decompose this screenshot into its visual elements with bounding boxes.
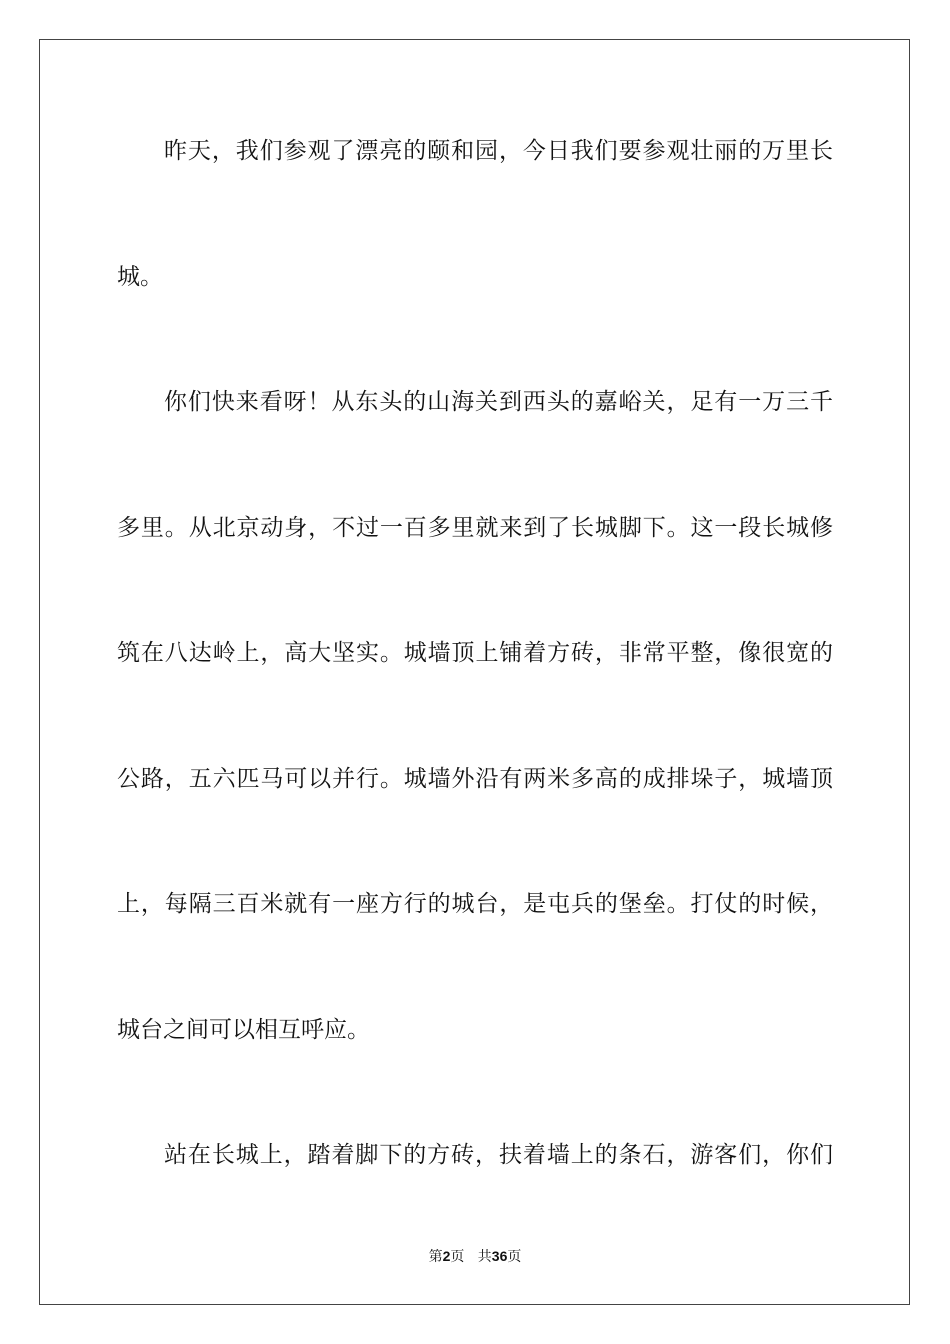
total-prefix: 共 [477,1249,492,1265]
text-line-3: 你们快来看呀！从东头的山海关到西头的嘉峪关，足有一万三千 [164,389,833,415]
text-line-2: 城。 [117,264,163,290]
text-line-9: 站在长城上，踏着脚下的方砖，扶着墙上的条石，游客们，你们 [164,1142,833,1168]
total-suffix: 页 [507,1249,522,1265]
text-line-4: 多里。从北京动身，不过一百多里就来到了长城脚下。这一段长城修 [117,515,833,541]
page-suffix: 页 [450,1249,465,1265]
text-line-8: 城台之间可以相互呼应。 [117,1017,370,1043]
text-line-5: 筑在八达岭上，高大坚实。城墙顶上铺着方砖，非常平整，像很宽的 [117,640,833,666]
text-line-6: 公路，五六匹马可以并行。城墙外沿有两米多高的成排垛子，城墙顶 [117,766,833,792]
total-pages: 36 [491,1248,508,1264]
page-footer [0,1246,950,1267]
page-border [39,39,910,1305]
text-line-1: 昨天，我们参观了漂亮的颐和园，今日我们要参观壮丽的万里长 [164,138,833,164]
page-prefix: 第 [428,1249,443,1265]
page-number: 2 [442,1248,451,1264]
text-line-7: 上，每隔三百米就有一座方行的城台，是屯兵的堡垒。打仗的时候， [117,891,833,917]
